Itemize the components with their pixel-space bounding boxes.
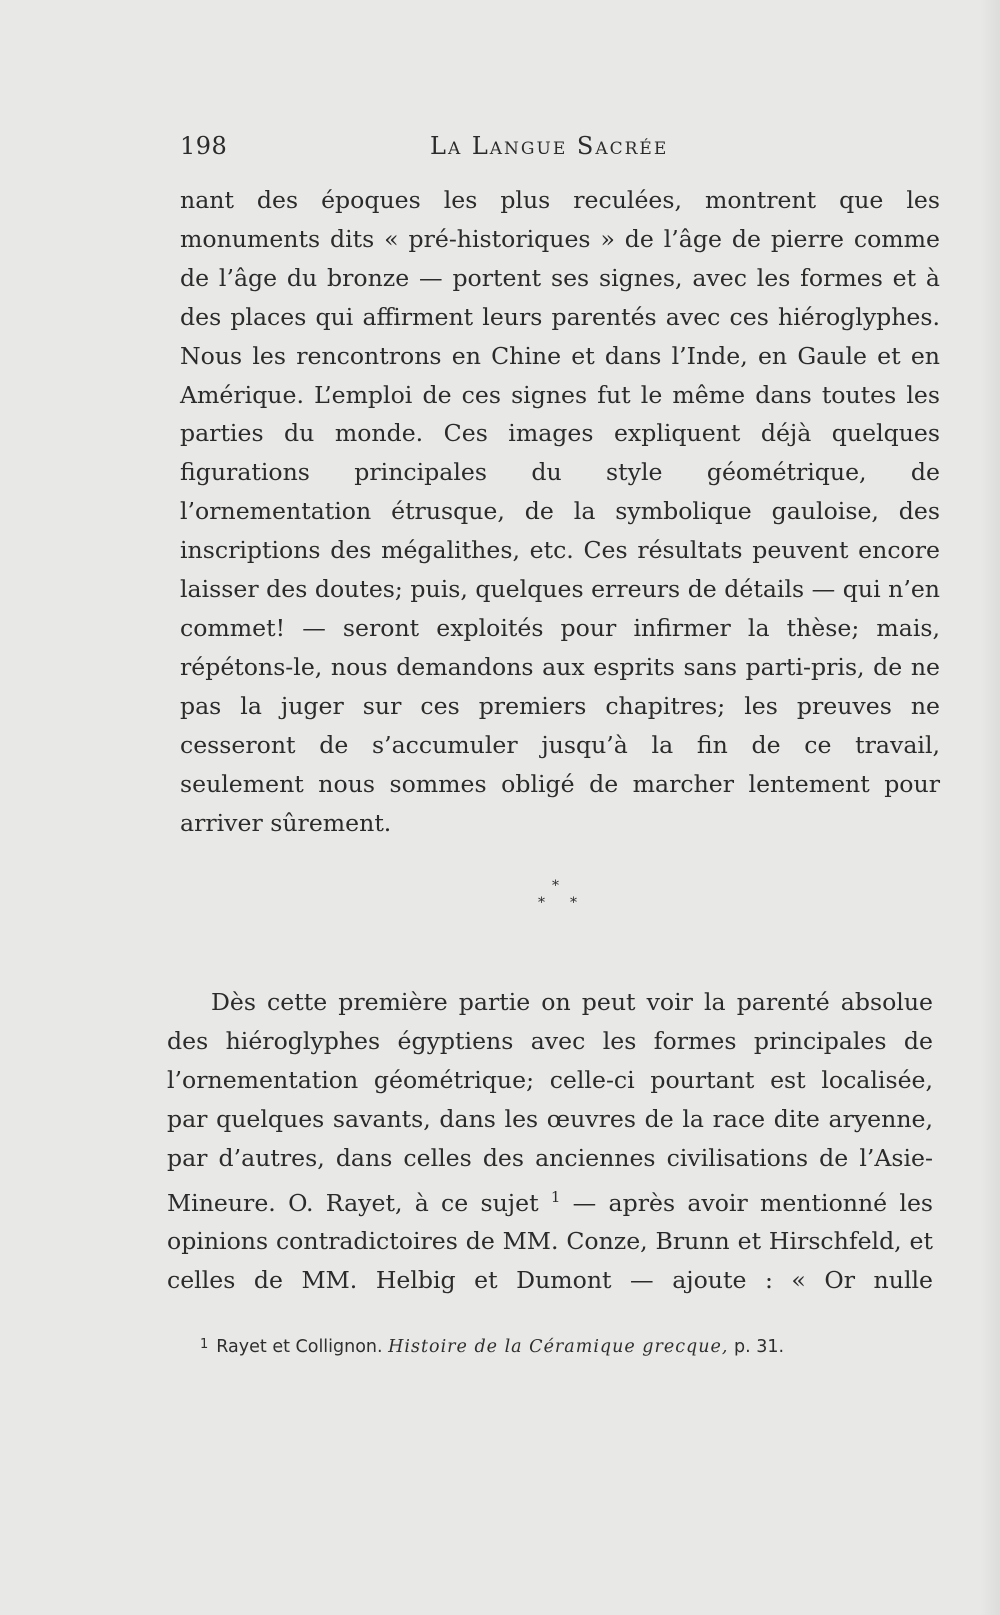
paragraph-text-before-ref: Dès cette première partie on peut voir la parenté absolue des hiéroglyphes égyptiens avec les formes principales de l’ornementation géométrique; celle-ci pourtant est localisée, par quelques savants, dans les œuvres de la race dite aryenne, par d’autres, dans celles des anciennes civilisations de l’Asie-Mineure. O. Rayet, à ce sujet — [167, 988, 933, 1217]
asterism-star-left: * — [538, 895, 545, 911]
footnote-reference-mark: 1 — [550, 1187, 561, 1206]
asterism-separator — [530, 878, 590, 918]
text-block-continued — [180, 181, 940, 842]
footnote-mark: 1 — [200, 1337, 209, 1352]
text-block-new-section — [167, 983, 933, 1300]
page-edge-shadow — [980, 0, 1000, 1615]
footnote — [200, 1333, 900, 1359]
footnote-page: p. 31. — [734, 1337, 785, 1357]
page-header — [180, 128, 915, 168]
footnote-title: Histoire de la Céramique grecque, — [388, 1337, 729, 1357]
paragraph-text-after-ref: — après avoir mentionné les opinions contradictoires de MM. Conze, Brunn et Hirschfeld, et celles de MM. Helbig et Dumont — ajoute : « Or nulle — [167, 1188, 934, 1295]
asterism-star-right: * — [570, 895, 577, 911]
running-head: La Langue Sacrée — [430, 132, 669, 160]
page-number: 198 — [180, 132, 228, 160]
paragraph-new-section — [167, 983, 933, 1300]
footnote-authors: Rayet et Collignon. — [216, 1337, 383, 1357]
asterism-star-top: * — [552, 878, 559, 894]
paragraph-continued: nant des époques les plus reculées, montrent que les monuments dits « pré-historiques » de l’âge de pierre comme de l’âge du bronze — portent ses signes, avec les formes et à des places qui affirment leurs parentés avec ces hiéroglyphes. Nous les rencontrons en Chine et dans l’Inde, en Gaule et en Amérique. L’emploi de ces signes fut le même dans toutes les parties du monde. Ces images expliquent déjà quelques figurations principales du style géométrique, de l’ornementation étrusque, de la symbolique gauloise, des inscriptions des mégalithes, etc. Ces résultats peuvent encore laisser des doutes; puis, quelques erreurs de détails — qui n’en commet! — seront exploités pour infirmer la thèse; mais, répétons-le, nous demandons aux esprits sans parti-pris, de ne pas la juger sur ces premiers chapitres; les preuves ne cesseront de s’accumuler jusqu’à la fin de ce travail, seulement nous sommes obligé de marcher lentement pour arriver sûrement. — [180, 186, 940, 837]
